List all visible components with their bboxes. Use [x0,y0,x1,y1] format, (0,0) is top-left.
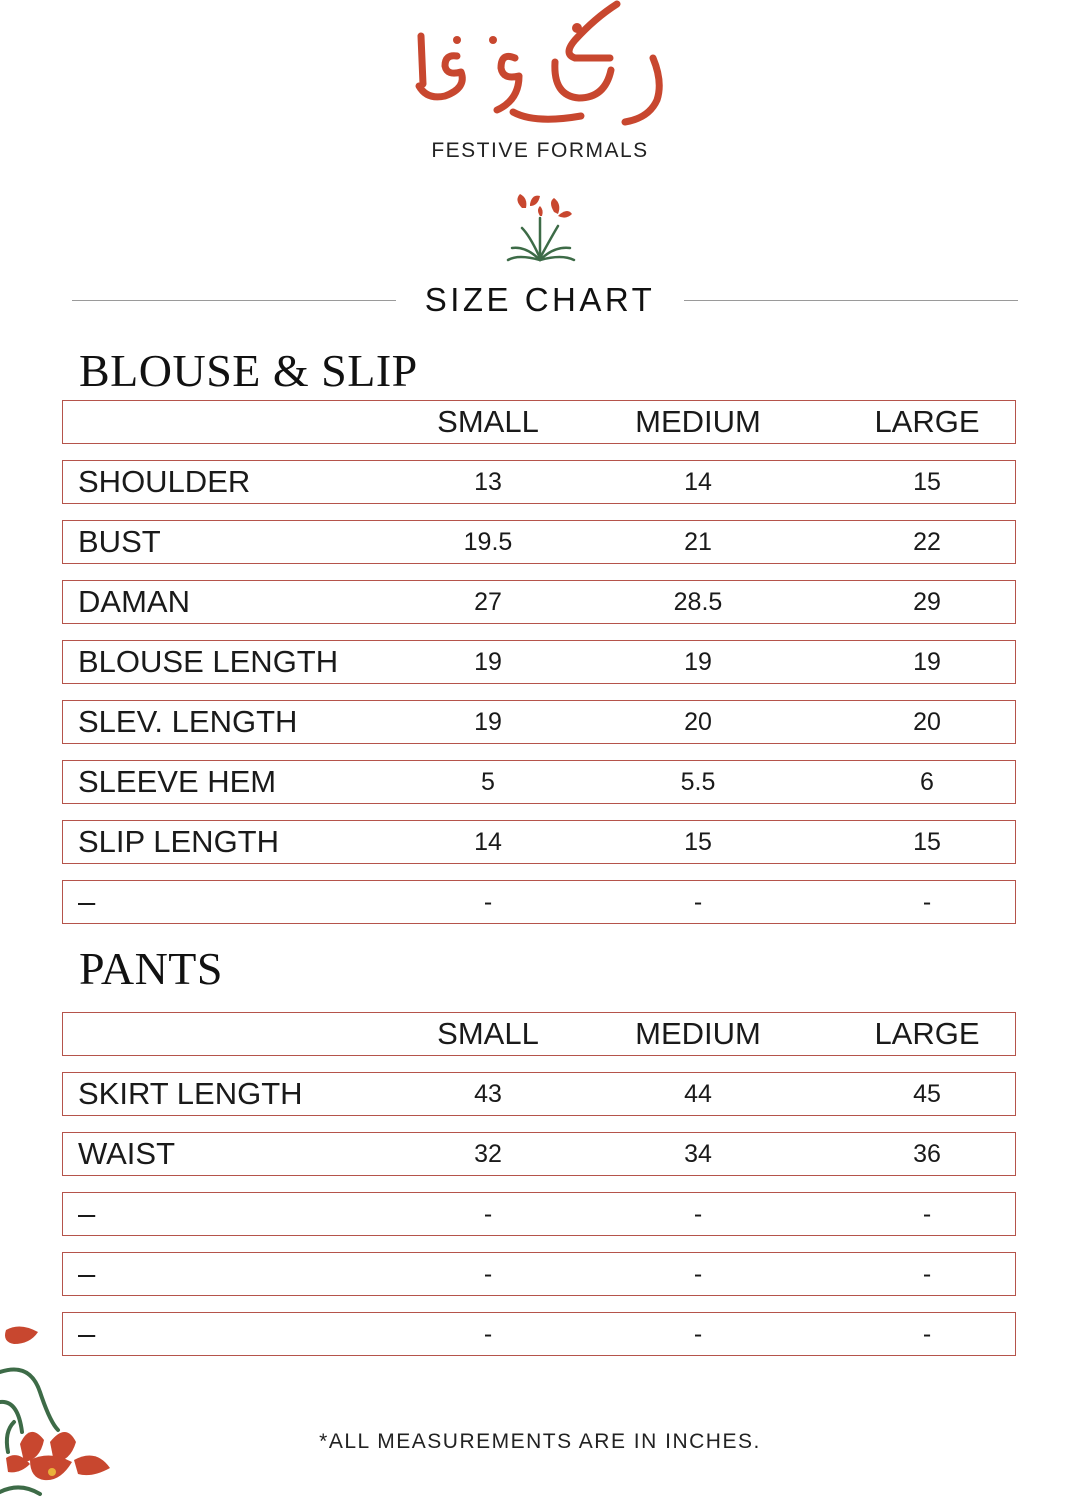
row-label: DAMAN [78,584,190,619]
table-header [62,400,1016,444]
header-small: SMALL [437,404,539,439]
value-small: 14 [474,828,502,856]
table-row [62,580,1016,624]
value-large: 15 [913,828,941,856]
row-label: BLOUSE LENGTH [78,644,339,679]
table-row [62,1192,1016,1236]
header-medium: MEDIUM [635,404,761,439]
value-small: 19 [474,708,502,736]
value-medium: - [693,1260,703,1288]
value-large: - [922,1320,932,1348]
row-label: SLEEVE HEM [78,764,277,799]
value-large: 6 [920,768,934,796]
value-small: 19.5 [463,528,513,556]
value-medium: - [693,888,703,916]
value-large: - [922,888,932,916]
header-medium: MEDIUM [635,1016,761,1051]
row-label: SKIRT LENGTH [78,1076,303,1111]
brand-logo [405,0,675,135]
value-large: 36 [913,1140,941,1168]
value-large: 45 [913,1080,941,1108]
table-header [62,1012,1016,1056]
table-row [62,1312,1016,1356]
section-title-blouse: BLOUSE & SLIP [79,345,418,396]
table-row [62,1252,1016,1296]
brand-tagline: FESTIVE FORMALS [431,139,649,162]
table-row [62,700,1016,744]
corner-flower-icon [0,1322,120,1503]
row-label: BUST [78,524,161,559]
value-large: 29 [913,588,941,616]
section-title-pants: PANTS [79,943,223,994]
value-small: - [483,1320,493,1348]
header-large: LARGE [874,1016,980,1051]
value-large: 15 [913,468,941,496]
table-row [62,520,1016,564]
value-small: 13 [474,468,502,496]
row-label: – [78,1316,96,1351]
value-large: 19 [913,648,941,676]
header-large: LARGE [874,404,980,439]
header-small: SMALL [437,1016,539,1051]
table-row [62,1132,1016,1176]
value-large: 20 [913,708,941,736]
row-label: – [78,1256,96,1291]
value-small: 5 [481,768,495,796]
value-small: 43 [474,1080,502,1108]
value-large: - [922,1200,932,1228]
value-large: - [922,1260,932,1288]
value-small: 27 [474,588,502,616]
value-medium: 21 [684,528,712,556]
row-label: – [78,1196,96,1231]
value-small: - [483,1200,493,1228]
value-medium: - [693,1200,703,1228]
value-small: - [483,1260,493,1288]
value-medium: 14 [684,468,712,496]
row-label: SHOULDER [78,464,251,499]
value-medium: 15 [684,828,712,856]
value-medium: 44 [684,1080,712,1108]
value-small: 32 [474,1140,502,1168]
footnote: *ALL MEASUREMENTS ARE IN INCHES. [319,1430,761,1453]
flower-ornament-icon [500,188,580,262]
value-medium: 20 [684,708,712,736]
value-medium: 5.5 [680,768,716,796]
table-row [62,460,1016,504]
value-medium: 28.5 [673,588,723,616]
page-title: SIZE CHART [424,281,656,318]
table-row [62,880,1016,924]
row-label: SLIP LENGTH [78,824,280,859]
row-label: WAIST [78,1136,176,1171]
table-row [62,760,1016,804]
value-medium: 34 [684,1140,712,1168]
value-small: 19 [474,648,502,676]
table-row [62,1072,1016,1116]
value-large: 22 [913,528,941,556]
table-row [62,820,1016,864]
row-label: – [78,884,96,919]
value-medium: - [693,1320,703,1348]
row-label: SLEV. LENGTH [78,704,298,739]
value-small: - [483,888,493,916]
table-row [62,640,1016,684]
value-medium: 19 [684,648,712,676]
